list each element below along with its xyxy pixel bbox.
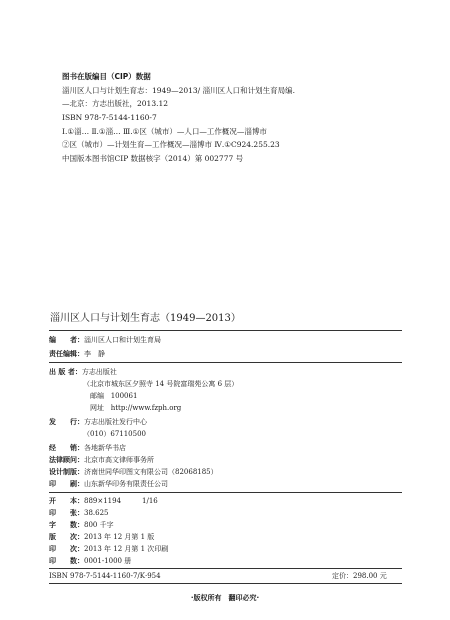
print-label: 印 刷：: [49, 480, 84, 488]
words-value: 800 千字: [84, 521, 114, 529]
words-row: [49, 522, 114, 529]
publisher-label: 出 版 者：: [49, 368, 82, 376]
responsible-editor-label: 责任编辑：: [49, 350, 84, 358]
cip-heading: 图书在版编目（CIP）数据: [62, 72, 151, 81]
edition-row: [49, 534, 154, 541]
editor-label: 编 者：: [49, 336, 84, 344]
website-value: http://www.fzph.org: [110, 404, 182, 412]
distributor-row: [49, 419, 147, 426]
sheets-row: [49, 510, 109, 517]
sales-label: 经 销：: [49, 444, 84, 452]
postcode-label: 邮编: [90, 392, 104, 400]
website-label: 网址: [90, 404, 104, 412]
print-value: 山东新华印务有限责任公司: [84, 480, 168, 488]
publisher-value: 方志出版社: [81, 368, 117, 376]
copies-row: [49, 558, 131, 565]
legal-label: 法律顾问：: [49, 456, 84, 464]
legal-row: [49, 457, 154, 464]
copyright-notice: ·版权所有 翻印必究·: [190, 594, 260, 602]
title-divider: [49, 330, 402, 331]
format-label: 开 本：: [49, 497, 84, 505]
copies-value: 0001-1000 册: [84, 557, 132, 565]
impression-value: 2013 年 12 月第 1 次印刷: [84, 545, 169, 553]
divider-3: [49, 568, 402, 569]
divider-1: [49, 362, 402, 363]
cip-line-1: 淄川区人口与计划生育志：1949—2013/ 淄川区人口和计划生育局编.: [62, 86, 295, 95]
impression-row: [49, 546, 168, 553]
editor-row: [49, 337, 161, 344]
cip-line-2: —北京：方志出版社，2013.12: [62, 99, 169, 108]
address-value: （北京市城东区夕照寺 14 号院富瑞苑公寓 6 层）: [83, 380, 239, 388]
edition-value: 2013 年 12 月第 1 版: [84, 533, 155, 541]
sheets-label: 印 张：: [49, 509, 84, 517]
sales-row: [49, 445, 126, 452]
publisher-row: [49, 369, 117, 376]
price: 定价：298.00 元: [332, 572, 387, 580]
legal-value: 北京市高文律师事务所: [84, 456, 154, 464]
responsible-editor-row: [49, 351, 105, 358]
postcode-value: 100061: [110, 392, 138, 400]
design-label: 设计制版：: [49, 468, 84, 476]
responsible-editor-value: 李 静: [84, 350, 105, 358]
phone-value: （010）67110500: [83, 430, 146, 438]
divider-4: [49, 583, 402, 584]
cip-number: 中国版本图书馆CIP 数据核字（2014）第 002777 号: [62, 154, 244, 163]
design-value: 济南世同华印图文有限公司（82068185）: [84, 468, 218, 476]
format-value: 889×1194 1/16: [84, 497, 158, 505]
distributor-value: 方志出版社发行中心: [84, 418, 147, 426]
editor-value: 淄川区人口和计划生育局: [84, 336, 161, 344]
words-label: 字 数：: [49, 521, 84, 529]
impression-label: 印 次：: [49, 545, 84, 553]
postcode-row: [90, 393, 137, 400]
website-row: [90, 405, 181, 412]
copies-label: 印 数：: [49, 557, 84, 565]
edition-label: 版 次：: [49, 533, 84, 541]
isbn-full: ISBN 978-7-5144-1160-7/K·954: [49, 572, 161, 580]
format-row: [49, 498, 158, 505]
divider-2: [49, 492, 402, 493]
sales-value: 各地新华书店: [84, 444, 126, 452]
print-row: [49, 481, 168, 488]
design-row: [49, 469, 218, 476]
colophon-title: 淄川区人口与计划生育志（1949—2013）: [50, 313, 241, 324]
sheets-value: 38.625: [84, 509, 109, 517]
cip-subject-2: ②区（城市）—计划生育—工作概况—淄博市 Ⅳ.①C924.255.23: [62, 140, 280, 149]
cip-isbn: ISBN 978-7-5144-1160-7: [62, 113, 157, 122]
distributor-label: 发 行：: [49, 418, 84, 426]
cip-subject-1: Ⅰ.①淄… Ⅱ.①淄… Ⅲ.①区（城市）—人口—工作概况—淄博市: [62, 127, 267, 136]
